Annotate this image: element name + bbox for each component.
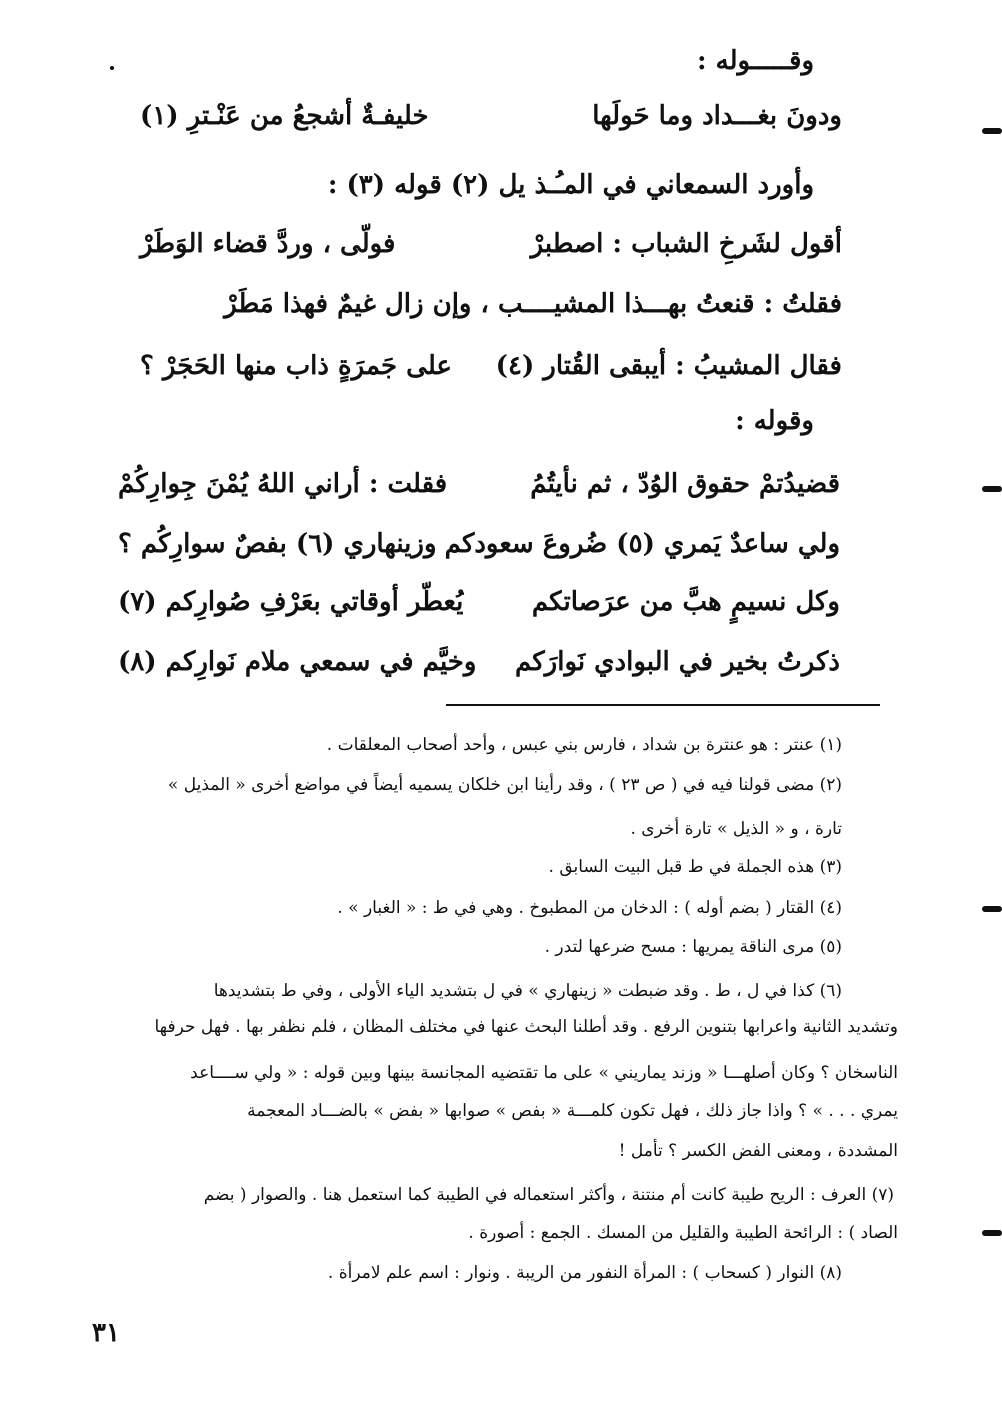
verse-5-first-hemistich: قضيدُتمْ حقوق الوُدّ ، ثم نأيتُمُ [530,469,840,499]
scan-edge-mark [982,906,1002,912]
footnote-1: (١) عنتر : هو عنترة بن شداد ، فارس بني عبس ، وأحد أصحاب المعلقات . [326,735,842,755]
verse-1-second-hemistich: خليفـةٌ أشجعُ من عَنْـترِ (١) [140,101,429,131]
verse-7 [118,580,840,624]
footnote-7-continued: الصاد ) : الرائحة الطيبة والقليل من المسك . الجمع : أصورة . [468,1223,898,1243]
scan-edge-mark [982,128,1002,134]
verse-7-second-hemistich: يُعطّر أوقاتي بعَرْفِ صُوارِكم (٧) [118,587,464,617]
footnote-separator [446,704,880,706]
verse-5 [118,462,840,506]
intro-line-2: وأورد السمعاني في المـُـذ يل (٢) قوله (٣) : [327,170,814,200]
footnote-2: (٢) مضى قولنا فيه في ( ص ٢٣ ) ، وقد رأينا ابن خلكان يسميه أيضاً في مواضع أخرى « المذيل » [167,775,842,795]
footnote-7: (٧) العرف : الريح طيبة كانت أم منتنة ، وأكثر استعماله في الطيبة كما استعمل هنا . والصوار ( بضم [203,1185,894,1205]
intro-line-1: وقـــــوله : [696,46,814,76]
footnote-8: (٨) النوار ( كسحاب ) : المرأة النفور من الريبة . ونوار : اسم علم لامرأة . [327,1263,842,1283]
verse-1 [140,94,842,138]
verse-3 [140,282,842,326]
verse-8-second-hemistich: وخيَّم في سمعي ملام نَوارِكم (٨) [118,647,477,677]
footnote-6-line-3: الناسخان ؟ وكان أصلهـــا « وزند يماريني » على ما تقتضيه المجانسة بينها وبين قوله : « ولي ســــاعد [190,1063,898,1083]
footnote-6-line-5: المشددة ، ومعنى الفض الكسر ؟ تأمل ! [618,1141,898,1161]
verse-5-second-hemistich: فقلت : أراني اللهُ يُمْنَ جِوارِكُمْ [118,469,448,499]
verse-4-first-hemistich: فقال المشيبُ : أيبقى القُتار (٤) [495,351,842,381]
footnote-6-line-4: يمري . . . » ؟ واذا جاز ذلك ، فهل تكون كلمـــة « بفص » صوابها « بفض » بالضـــاد المعجمة [247,1101,898,1121]
footnote-2-continued: تارة ، و « الذيل » تارة أخرى . [630,819,842,839]
verse-7-first-hemistich: وكل نسيمٍ هبَّ من عرَصاتكم [531,587,840,617]
footnote-6-line-2: وتشديد الثانية واعرابها بتنوين الرفع . وقد أطلنا البحث عنها في مختلف المظان ، فلم نظفر بها . فهل حرفها [154,1017,898,1037]
verse-4 [140,344,842,388]
footnote-4: (٤) القتار ( بضم أوله ) : الدخان من المطبوخ . وهي في ط : « الغبار » . [337,898,842,918]
verse-2 [140,222,842,266]
stray-mark [110,66,114,70]
verse-2-first-hemistich: أقول لشَرخِ الشباب : اصطبرْ [530,229,842,259]
verse-3-text: فقلتُ : قنعتُ بهـــذا المشيــــب ، وإن زال غيمٌ فهذا مَطَرْ [224,289,842,319]
verse-6-second-hemistich: وزينهاري (٦) بفصٌ سوارِكُم ؟ [118,529,437,559]
verse-4-second-hemistich: على جَمرَةٍ ذاب منها الحَجَرْ ؟ [140,351,452,381]
footnote-5: (٥) مرى الناقة يمريها : مسح ضرعها لتدر . [544,937,842,957]
intro-line-3: وقوله : [735,406,814,436]
verse-1-first-hemistich: ودونَ بغـــداد وما حَولَها [592,101,842,131]
verse-8-first-hemistich: ذكرتُ بخير في البوادي نَوارَكم [515,647,840,677]
scan-edge-mark [982,486,1002,492]
verse-6 [118,522,840,566]
verse-2-second-hemistich: فولّى ، وردَّ قضاء الوَطَرْ [140,229,396,259]
footnote-3: (٣) هذه الجملة في ط قبل البيت السابق . [548,857,842,877]
page-number: ٣١ [92,1318,120,1348]
scan-edge-mark [982,1230,1002,1236]
footnote-6: (٦) كذا في ل ، ط . وقد ضبطت « زينهاري » في ل بتشديد الياء الأولى ، وفي ط بتشديدها [213,981,842,1001]
verse-6-first-hemistich: ولي ساعدٌ يَمري (٥) ضُروعَ سعودكم [444,529,840,559]
verse-8 [118,640,840,684]
